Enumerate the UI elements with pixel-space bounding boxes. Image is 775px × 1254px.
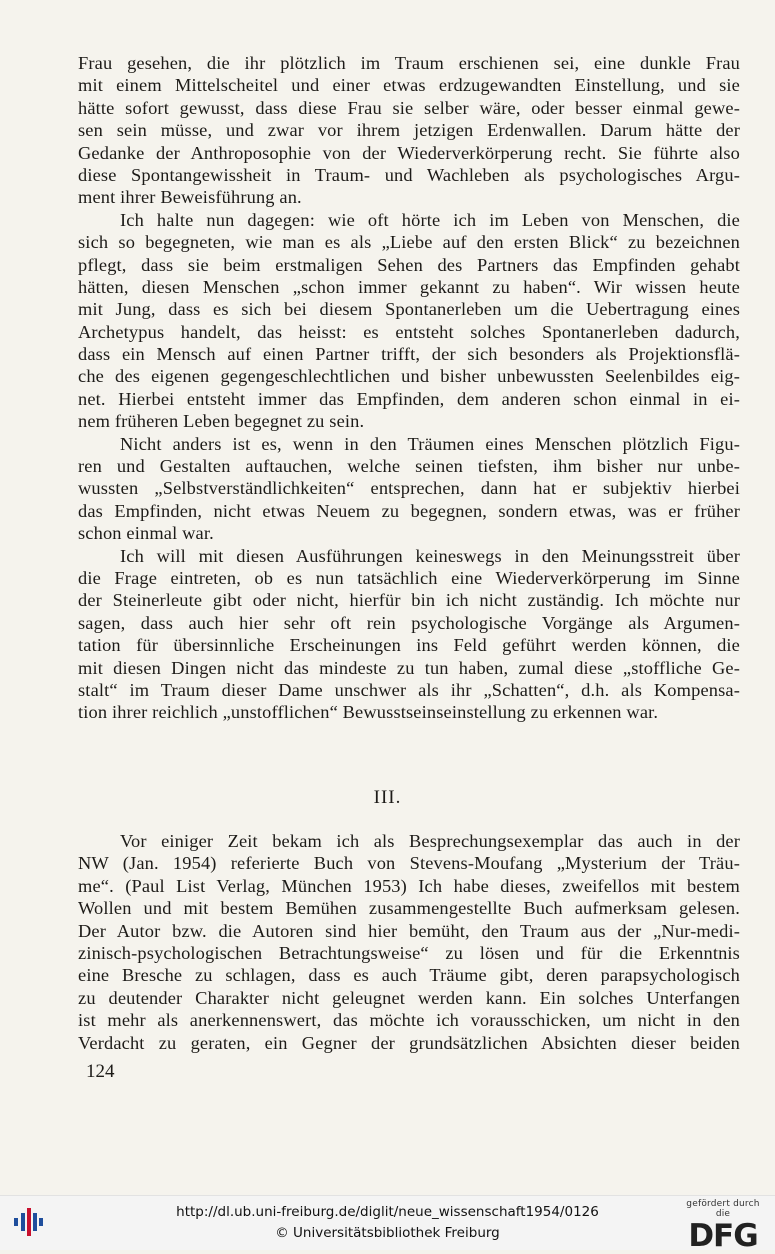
dfg-logo <box>681 1199 765 1254</box>
text-line: nem früheren Leben begegnet zu sein. <box>78 411 365 432</box>
text-line: me“. (Paul List Verlag, München 1953) Ich habe dieses, zweifellos mit bestem <box>78 875 740 896</box>
page-number: 124 <box>86 1061 115 1082</box>
dfg-wordmark: DFG <box>688 1218 758 1254</box>
text-line: hätte sofort gewusst, dass diese Frau sie selber wäre, oder besser einmal gewe- <box>78 97 740 118</box>
text-line: Ich will mit diesen Ausführungen keineswegs in den Meinungsstreit über <box>120 545 740 566</box>
text-line: mit Jung, dass es sich bei diesem Spontanerleben um die Uebertragung eines <box>78 299 740 320</box>
text-line: eine Bresche zu schlagen, dass es auch Träume gibt, deren parapsychologisch <box>78 965 740 986</box>
body-text-section-3 <box>78 830 740 1054</box>
text-line: zu deutender Charakter nicht geleugnet werden kann. Ein solches Unterfangen <box>78 987 740 1008</box>
text-line: ist mehr als anerkennenswert, das möchte ich vorausschicken, um nicht in den <box>78 1010 740 1031</box>
section-heading: III. <box>373 787 402 808</box>
text-line: NW (Jan. 1954) referierte Buch von Stevens-Moufang „Mysterium der Träu- <box>78 853 740 874</box>
permalink-url[interactable]: http://dl.ub.uni-freiburg.de/diglit/neue_wissenschaft1954/0126 <box>176 1204 599 1220</box>
text-line: sagen, dass auch hier sehr oft rein psychologische Vorgänge als Argumen- <box>78 612 740 633</box>
text-line: Nicht anders ist es, wenn in den Träumen eines Menschen plötzlich Figu- <box>120 433 740 454</box>
text-line: diese Spontangewissheit in Traum- und Wachleben als psychologisches Argu- <box>78 164 740 185</box>
dfg-caption: gefördert durch die <box>686 1199 760 1219</box>
text-line: hätten, diesen Menschen „schon immer gekannt zu haben“. Wir wissen heute <box>78 276 740 297</box>
text-line: dass ein Mensch auf einen Partner trifft, der sich besonders als Projektionsflä- <box>78 344 740 365</box>
text-line: ren und Gestalten auftauchen, welche seinen tiefsten, ihm bisher nur unbe- <box>78 456 740 477</box>
text-line: Archetypus handelt, das heisst: es entsteht solches Spontanerleben dadurch, <box>78 321 740 342</box>
text-line: che des eigenen gegengeschlechtlichen und bisher unbewussten Seelenbildes eig- <box>78 366 740 387</box>
text-line: der Steinerleute gibt oder nicht, hierfür bin ich nicht zuständig. Ich möchte nur <box>78 590 740 611</box>
text-line: sen sein müsse, und zwar vor ihrem jetzigen Erdenwallen. Darum hätte der <box>78 120 740 141</box>
text-line: mit einem Mittelscheitel und einer etwas erdzugewandten Einstellung, und sie <box>78 75 740 96</box>
text-line: Der Autor bzw. die Autoren sind hier bemüht, den Traum aus der „Nur-medi- <box>78 920 740 941</box>
text-line: zinisch-psychologischen Betrachtungsweise“ zu lösen und für die Erkenntnis <box>78 942 740 963</box>
text-line: Wollen und mit bestem Bemühen zusammengestellte Buch aufmerksam gelesen. <box>78 898 740 919</box>
text-line: stalt“ im Traum dieser Dame unschwer als ihr „Schatten“, d.h. als Kompensa- <box>78 679 740 700</box>
text-line: wussten „Selbstverständlichkeiten“ entsprechen, dann hat er subjektiv hierbei <box>78 478 740 499</box>
text-line: Verdacht zu geraten, ein Gegner der grundsätzlichen Absichten dieser beiden <box>78 1032 740 1053</box>
text-line: Vor einiger Zeit bekam ich als Besprechungsexemplar das auch in der <box>120 831 740 851</box>
text-line: sich so begegneten, wie man es als „Liebe auf den ersten Blick“ zu bezeichnen <box>78 232 740 253</box>
text-line: tion ihrer reichlich „unstofflichen“ Bewusstseinseinstellung zu erkennen war. <box>78 702 659 723</box>
text-line: Ich halte nun dagegen: wie oft hörte ich im Leben von Menschen, die <box>120 209 740 230</box>
text-line: tation für übersinnliche Erscheinungen ins Feld geführt werden können, die <box>78 635 740 656</box>
text-line: das Empfinden, nicht etwas Neuem zu begegnen, sondern etwas, was er früher <box>78 500 740 521</box>
text-line: Gedanke der Anthroposophie von der Wiederverkörperung recht. Sie führte also <box>78 142 740 163</box>
text-line: ment ihrer Beweisführung an. <box>78 187 302 208</box>
text-line: Frau gesehen, die ihr plötzlich im Traum erschienen sei, eine dunkle Frau <box>78 53 740 73</box>
text-line: net. Hierbei entsteht immer das Empfinden, dem anderen schon einmal in ei- <box>78 388 740 409</box>
body-text <box>78 52 740 724</box>
copyright-notice: © Universitätsbibliothek Freiburg <box>275 1225 500 1241</box>
text-line: die Frage eintreten, ob es nun tatsächlich eine Wiederverkörperung im Sinne <box>78 567 740 588</box>
viewer-footer <box>0 1195 775 1254</box>
text-line: pflegt, dass sie beim erstmaligen Sehen des Partners das Empfinden gehabt <box>78 254 740 275</box>
text-line: schon einmal war. <box>78 523 214 544</box>
text-line: mit diesen Dingen nicht das mindeste zu tun haben, zumal diese „stoffliche Ge- <box>78 657 740 678</box>
